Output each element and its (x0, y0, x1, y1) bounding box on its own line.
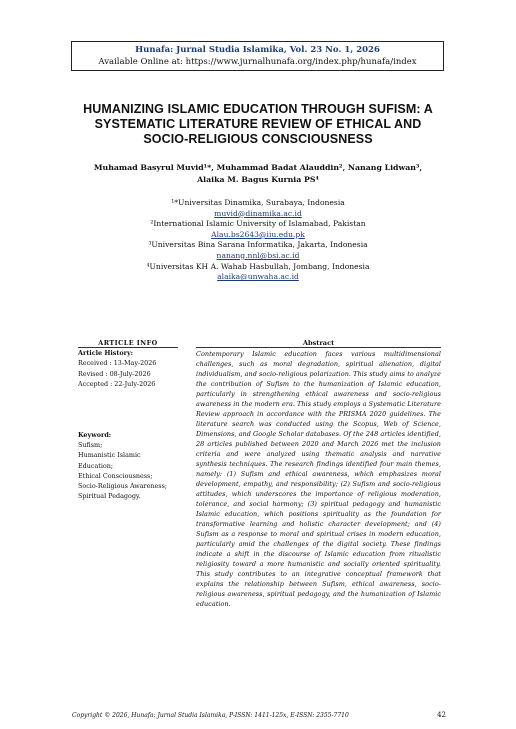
journal-header-box (71, 41, 444, 71)
article-info (78, 338, 178, 501)
affiliation-4: ⁴Universitas KH A. Wahab Hasbullah, Jombang, Indonesia (146, 261, 370, 271)
email-link-3[interactable]: nanang.nnl@bsi.ac.id (216, 250, 300, 260)
journal-url[interactable]: Available Online at: https://www.jurnalhunafa.org/index.php/hunafa/index (98, 57, 417, 67)
journal-name: Hunafa: Jurnal Studia Islamika, Vol. 23 No. 1, 2026 (135, 45, 380, 55)
affiliation-3: ³Universitas Bina Sarana Informatika, Jakarta, Indonesia (148, 240, 368, 250)
email-link-2[interactable]: Alau.bs2643@iiu.edu.pk (211, 229, 305, 239)
authors-line-2: Alaika M. Bagus Kurnia PS⁴ (197, 175, 319, 184)
received-date: Received : 13-May-2026 (78, 359, 157, 368)
affiliation-1: ¹*Universitas Dinamika, Surabaya, Indonesia (171, 198, 345, 207)
keyword-4: Ethical Consciousness; (78, 471, 153, 480)
paper-title: HUMANIZING ISLAMIC EDUCATION THROUGH SUFISM: A SYSTEMATIC LITERATURE REVIEW OF ETHICAL AND SOCIO-RELIGIOUS CONSCIOUSNESS (83, 102, 433, 146)
article-info-divider (78, 347, 178, 348)
email-link-1[interactable]: muvid@dinamika.ac.id (214, 208, 302, 218)
page-footer (72, 711, 446, 720)
keyword-1: Sufism; (78, 441, 103, 450)
keywords-label: Keyword: (78, 431, 112, 440)
abstract-text: Contemporary Islamic education faces various multidimensional challenges, such as moral degradation, spiritual alienation, digital individualism, and socio-religious polarization. This study aims to analyze the contribution of Sufism to the humanization of Islamic education, particularly in strengthening ethical awareness and socio-religious awareness in the modern era. This study employs a Systematic Literature Review approach in accordance with the PRISMA 2020 guidelines. The literature search was conducted using the Scopus, Web of Science, Dimensions, and Google Scholar databases. Of the 248 articles identified, 28 articles published between 2020 and March 2026 met the inclusion criteria and were analyzed using thematic analysis and narrative synthesis techniques. The research findings identified four main themes, namely: (1) Sufism and ethical awareness, which emphasizes moral development, empathy, and responsibility; (2) Sufism and socio-religious attitudes, which underscores the importance of religious moderation, tolerance, and social harmony; (3) spiritual pedagogy and humanistic Islamic education, which positions spirituality as the foundation for transformative learning and holistic character development; and (4) Sufism as a response to moral and spiritual crises in modern education, particularly amid the challenges of the digital society. These findings indicate a shift in the discourse of Islamic education from ritualistic religiosity toward a more humanistic and socially oriented spirituality. This study contributes to an integrative conceptual framework that explains the relationship between Sufism, ethical awareness, socio-religious awareness, spiritual pedagogy, and the humanization of Islamic education. (196, 350, 441, 608)
abstract-heading: Abstract (302, 339, 335, 347)
affiliation-2: ²International Islamic University of Islamabad, Pakistan (150, 219, 366, 229)
article-info-heading: ARTICLE INFO (98, 339, 158, 347)
accepted-date: Accepted : 22-July-2026 (78, 379, 156, 388)
article-history-label: Article History: (78, 349, 134, 358)
revised-date: Revised : 08-July-2026 (78, 369, 151, 378)
email-link-4[interactable]: alaika@unwaha.ac.id (217, 272, 299, 282)
keyword-5: Socio-Religious Awareness; (78, 482, 168, 491)
keyword-6: Spiritual Pedagogy. (78, 492, 141, 501)
copyright-text: Copyright © 2026, Hunafa: Jurnal Studia Islamika, P-ISSN: 1411-125x, E-ISSN: 2355-7710 (72, 712, 349, 719)
keyword-2: Humanistic Islamic (78, 451, 141, 460)
page-number: 42 (437, 711, 446, 719)
authors-line-1: Muhamad Basyrul Muvid¹*, Muhammad Badat Alauddin², Nanang Lidwan³, (93, 163, 423, 172)
author-list (85, 162, 431, 186)
keyword-3: Education; (78, 461, 113, 470)
affiliations (85, 198, 431, 283)
